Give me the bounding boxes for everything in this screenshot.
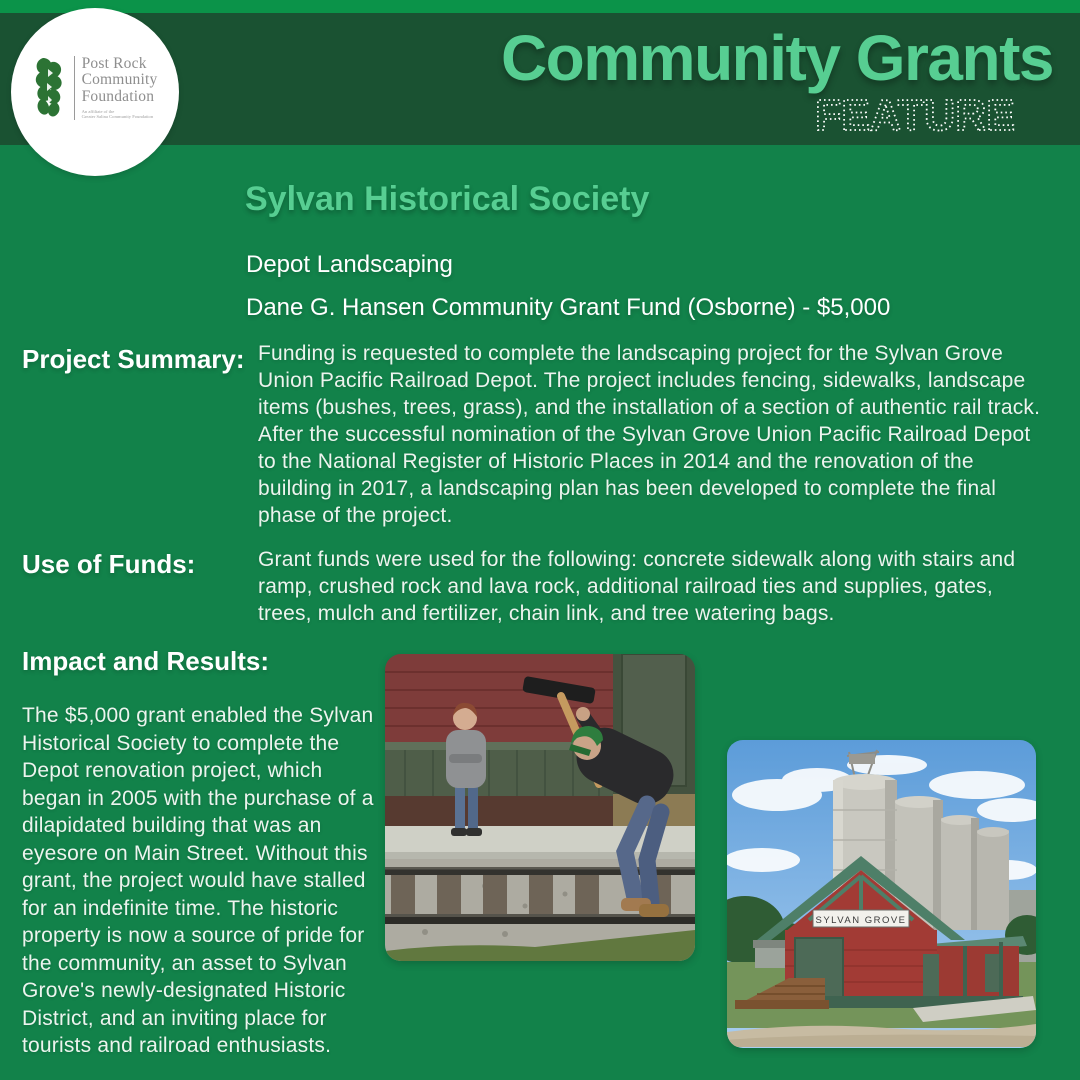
grant-details: [246, 243, 890, 329]
feature-dotted-wordmark: [800, 90, 1030, 142]
project-summary-text: Funding is requested to complete the landscaping project for the Sylvan Grove Union Pacific Railroad Depot. The project includes fencing, sidewalks, landscape items (bushes, trees, grass), and the installation of a section of authentic rail track. After the successful nomination of the Sylvan Grove Union Pacific Railroad Depot to the National Register of Historic Places in 2014 and the renovation of the building in 2017, a landscaping plan has been developed to complete the final phase of the project.: [258, 342, 1041, 527]
feature-subtitle-text: FEATURE: [815, 91, 1015, 140]
use-of-funds-label: Use of Funds:: [22, 549, 196, 579]
page-title: Community Grants: [500, 22, 1053, 94]
depot-sign-text: SYLVAN GROVE: [815, 915, 907, 926]
logo-text-column: [74, 56, 158, 120]
impact-results-text: The $5,000 grant enabled the Sylvan Historical Society to complete the Depot renovation project, which began in 2005 with the purchase of a dilapidated building that was an eyesore on Main Street. Without this grant, the project would have stalled for an indefinite time. The historic property is now a source of pride for the community, an asset to Sylvan Grove's newly-designated Historic District, and an inviting place for tourists and railroad enthusiasts.: [22, 704, 374, 1057]
use-of-funds-text: Grant funds were used for the following: concrete sidewalk along with stairs and ramp, crushed rock and lava rock, additional railroad ties and supplies, gates, trees, mulch and fertilizer, chain link, and tree watering bags.: [258, 548, 1016, 625]
logo-content: [33, 56, 158, 123]
photo-railroad-work: [385, 654, 695, 961]
photo-depot-building: [727, 740, 1036, 1048]
top-accent-strip: [0, 0, 1080, 13]
logo-tagline-line2: Greater Salina Community Foundation: [81, 114, 154, 120]
project-summary-label: Project Summary:: [22, 344, 245, 374]
logo-name-line3: Foundation: [81, 87, 155, 105]
post-rock-braid-icon: [33, 56, 67, 123]
grant-project-name: Depot Landscaping: [246, 251, 453, 278]
logo-name-line2: Community: [81, 71, 158, 88]
logo-name-line1: Post Rock: [81, 54, 147, 72]
logo-tagline-line1: An affiliate of the: [81, 109, 115, 114]
grantee-name: Sylvan Historical Society: [245, 180, 650, 218]
foundation-logo: [11, 8, 179, 176]
impact-results-label: Impact and Results:: [22, 646, 270, 676]
grant-fund-line: Dane G. Hansen Community Grant Fund (Osborne) - $5,000: [246, 294, 891, 321]
